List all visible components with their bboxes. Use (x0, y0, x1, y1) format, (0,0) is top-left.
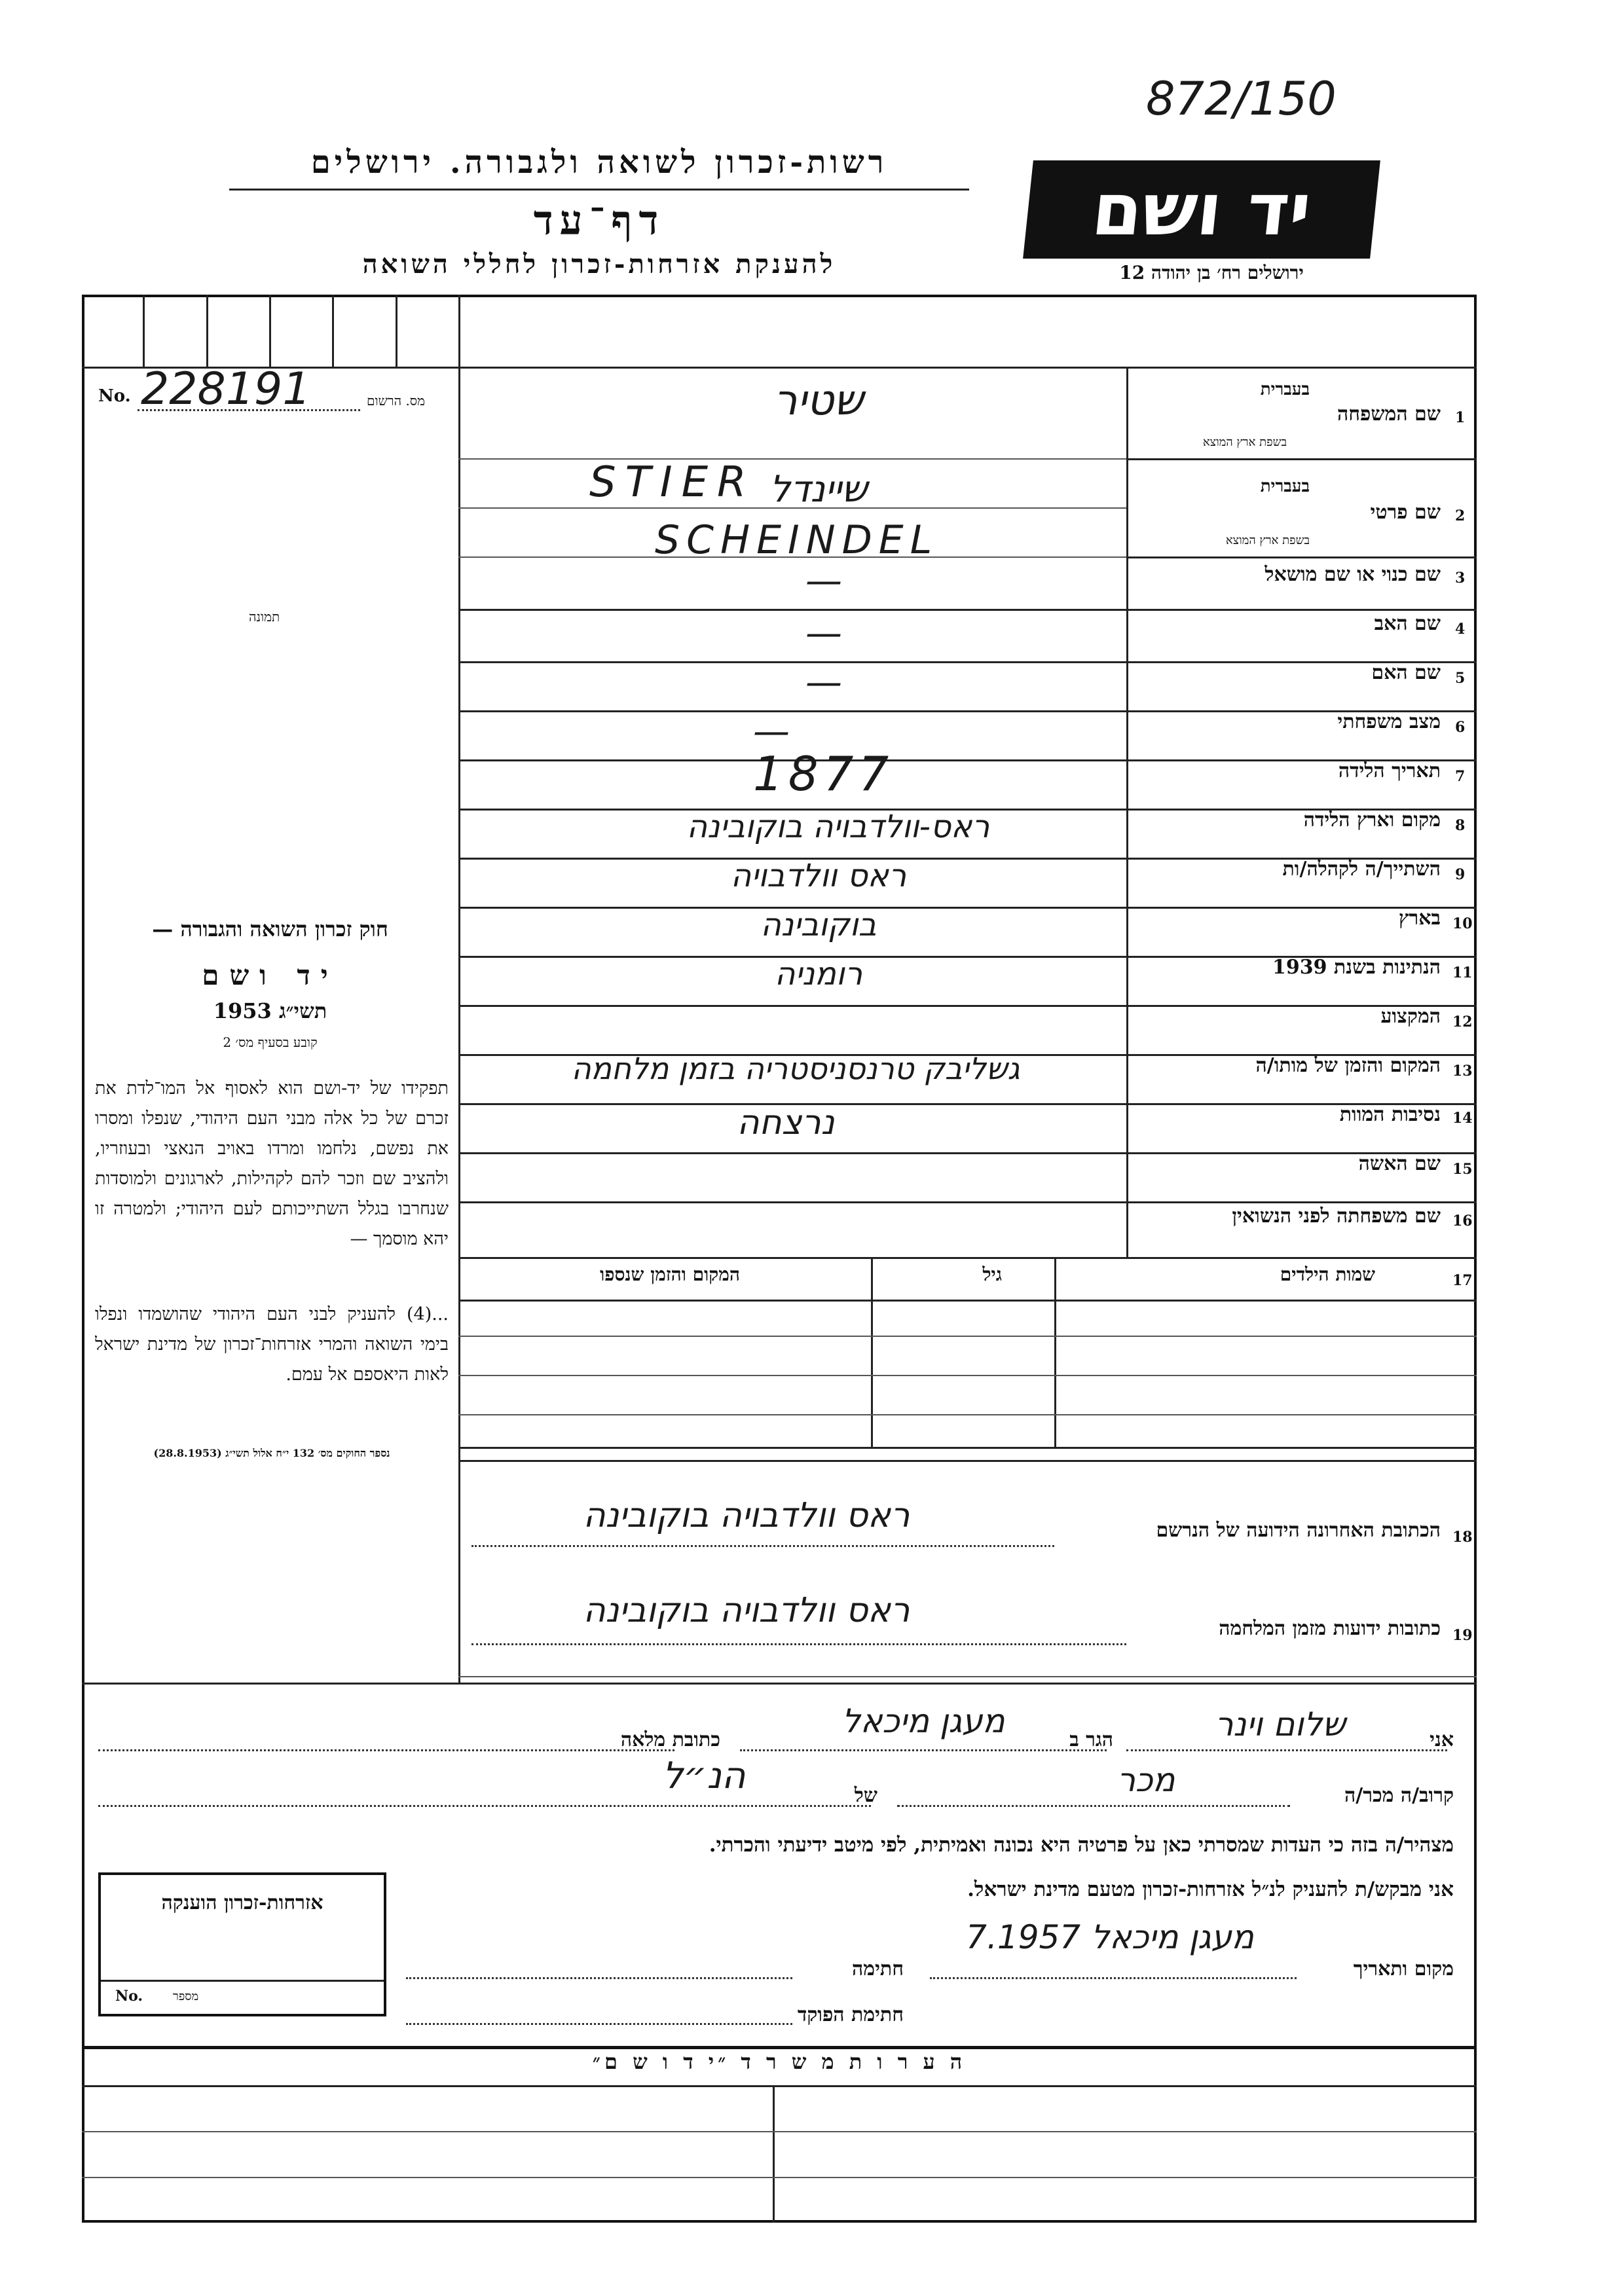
field-3-label: שם כנוי או שם מושאל (1264, 563, 1441, 586)
children-col-1 (1054, 1257, 1056, 1447)
field-18-number: 18 (1452, 1529, 1473, 1546)
field-11-label: הנתינות בשנת 1939 (1272, 956, 1441, 979)
row-line-3 (458, 609, 1477, 611)
row-line-13 (458, 1103, 1477, 1105)
row-line-15 (458, 1201, 1477, 1203)
row-line-5 (458, 710, 1477, 712)
field-13-value: גשליבק טרנסניסטריה בזמן מלחמה (571, 1051, 1020, 1086)
reg-no-value: 228191 (141, 363, 311, 415)
field-8-number: 8 (1455, 817, 1466, 834)
field-2-number: 2 (1455, 507, 1466, 524)
decl-statement-2: אני מבקש/ת להעניק לנ״ל אזרחות-זכרון מטעם מדינת ישראל. (967, 1878, 1454, 1901)
field-17-number: 17 (1452, 1272, 1473, 1289)
field-8-label: מקום וארץ הלידה (1303, 809, 1441, 831)
row-line-16 (458, 1257, 1477, 1259)
field-19-label: כתובות ידועות מזמן המלחמה (1219, 1617, 1441, 1640)
row-line-2 (1126, 556, 1477, 558)
field-1-value-hebrew: שטיר (773, 376, 864, 425)
decl-residence-dots (740, 1749, 1107, 1751)
law-text-1: תפקידו של יד-ושם הוא לאסוף אל המו־לדת את זכרם של כל אלה מבני העם היהודי, שנפלו ומסרו את נפשם, נלחמו ומרדו באויב הנאצי ובעוזריו, ולהציב שם וזכר להם לקהילות, לארגונים ולמוסדות שנחרבו בגלל השתייכותם לעם היהודי; ולמטרה זו יהא מוסמך — (95, 1078, 449, 1249)
field-6-value: — (753, 710, 790, 753)
field-11-value: רומניה (774, 956, 863, 993)
decl-place-date-label: מקום ותאריך (1353, 1958, 1454, 1980)
children-col-2 (871, 1257, 873, 1447)
field-15-label: שם האשה (1358, 1152, 1441, 1175)
field-10-number: 10 (1452, 915, 1473, 932)
field-10-label: בארץ (1398, 907, 1441, 930)
doc-title: דף־עד (533, 196, 665, 244)
field-4-number: 4 (1455, 621, 1466, 638)
field-2-sub-origin: בשפת ארץ המוצא (1225, 534, 1310, 547)
decl-of-dots (98, 1805, 871, 1807)
field-13-label: המקום והזמן של מותו/ה (1255, 1054, 1441, 1077)
field-1-value-origin: STIER (589, 458, 756, 507)
children-row-1 (458, 1336, 1477, 1337)
decl-place-date-dots (930, 1977, 1297, 1979)
children-header-place: המקום והזמן שנספו (600, 1264, 740, 1285)
row-line-1 (1126, 458, 1477, 460)
children-row-3 (458, 1414, 1477, 1415)
decl-i-label: אני (1430, 1728, 1454, 1751)
logo-address: ירושלים רח׳ בן יהודה 12 (1119, 262, 1304, 283)
field-1-number: 1 (1455, 409, 1466, 426)
field-2-value-hebrew: שיינדל (769, 468, 868, 511)
office-notes-row-1 (82, 2131, 1477, 2132)
decl-declarant: שלום וינר (1215, 1705, 1346, 1743)
yad-vashem-logo (1023, 160, 1380, 259)
reg-no-dots (138, 409, 360, 411)
field-2-value-origin: SCHEINDEL (655, 517, 939, 563)
field-5-number: 5 (1455, 670, 1466, 687)
field-1-sub-origin: בשפת ארץ המוצא (1202, 435, 1287, 449)
decl-place-date: מעגן מיכאל 7.1957 (966, 1918, 1254, 1956)
field-7-label: תאריך הלידה (1338, 759, 1441, 782)
field-11-number: 11 (1452, 964, 1473, 981)
field-18-value: ראס וולדבויה בוקובינה (583, 1496, 910, 1535)
decl-statement-1: מצהיר/ה בזה כי העדות שמסרתי כאן על פרטיה היא נכונה ואמיתית, לפי מיטב ידיעתי והכרתי. (709, 1833, 1454, 1857)
top-strip-line (458, 367, 1477, 369)
photo-label: תמונה (249, 609, 280, 625)
law-footnote: נספר החוקים מס׳ 132 י״ח אלול תשי״ג (28.8.1953) (153, 1447, 390, 1459)
field-9-value: ראס וולדבויה (730, 858, 907, 894)
children-header-names: שמות הילדים (1280, 1264, 1375, 1285)
reg-boxes (82, 295, 458, 367)
archive-number: 872/150 (1146, 72, 1337, 126)
field-12-number: 12 (1452, 1013, 1473, 1030)
decl-resides-label: הגר ב (1069, 1728, 1113, 1751)
decl-of-label: של (854, 1784, 877, 1807)
field-9-number: 9 (1455, 866, 1466, 883)
row-line-4 (458, 661, 1477, 663)
org-title-underline (229, 189, 969, 191)
label-column-divider (1126, 367, 1128, 1257)
decl-of-value: הנ״ל (662, 1755, 746, 1797)
reg-no-label: מס. הרשום (367, 393, 426, 409)
children-header-age: גיל (982, 1264, 1002, 1285)
law-name: יד ושם (202, 959, 339, 991)
decl-relation: מכר (1116, 1761, 1175, 1799)
field-14-number: 14 (1452, 1110, 1473, 1127)
field-4-label: שם האב (1374, 612, 1441, 635)
field-15-number: 15 (1452, 1161, 1473, 1178)
decl-name-dots (1126, 1749, 1447, 1751)
declaration-top-line (82, 1683, 1477, 1685)
field-7-value: 1877 (753, 746, 895, 801)
left-panel-divider (458, 295, 460, 1683)
field-2-label: שם פרטי (1370, 501, 1441, 524)
field-12-label: המקצוע (1380, 1005, 1441, 1028)
field-19-dots (471, 1643, 1126, 1645)
logo-text: יד ושם (1088, 168, 1316, 251)
children-row-2 (458, 1375, 1477, 1376)
office-notes-divider (773, 2085, 775, 2223)
decl-signature-label: חתימה (852, 1958, 904, 1980)
field-5-value: — (805, 661, 842, 704)
field-10-value: בוקובינה (760, 907, 877, 943)
field-3-value: — (805, 560, 842, 602)
subtitle: להענקת אזרחות-זכרון לחללי השואה (362, 249, 836, 280)
field-4-value: — (805, 612, 842, 655)
decl-officer-sig-label: חתימת הפוקד (797, 2003, 904, 2026)
decl-officer-sig-dots (406, 2023, 792, 2025)
law-heading: חוק זכרון השואה והגבורה — (152, 917, 388, 941)
decl-signature-dots (406, 1977, 792, 1979)
law-clause: קובע בסעיף מס׳ 2 (223, 1034, 318, 1050)
decl-relation-label: קרוב/ה מכר/ה (1344, 1784, 1454, 1807)
field-5-label: שם האם (1371, 661, 1441, 684)
law-year: תשי״ג 1953 (213, 998, 327, 1023)
row-line-11 (458, 1005, 1477, 1007)
field-13-number: 13 (1452, 1063, 1473, 1080)
children-table-bottom (458, 1447, 1477, 1449)
field-18-label: הכתובת האחרונה הידועה של הנרשם (1156, 1519, 1441, 1542)
field-1-sub-hebrew: בעברית (1260, 380, 1310, 399)
field-9-label: השתייך/ה לקהלה/ות (1282, 858, 1441, 881)
reg-no-prefix: No. (98, 386, 131, 406)
office-notes-title: ה ע ר ו ת מ ש ר ד ״י ד ו ש ם״ (592, 2049, 967, 2074)
grant-box-line (101, 1980, 384, 1982)
org-title: רשות-זכרון לשואה ולגבורה. ירושלים (310, 144, 888, 181)
field-1-label: שם המשפחה (1337, 403, 1441, 426)
children-head-line (458, 1300, 1477, 1302)
grant-box-title: אזרחות-זכרון הוענקה (161, 1891, 323, 1914)
office-notes-head-line (82, 2085, 1477, 2087)
field-14-value: נרצחה (737, 1103, 835, 1142)
field-6-number: 6 (1455, 719, 1466, 736)
grant-box (98, 1872, 386, 2016)
field-14-label: נסיבות המוות (1339, 1103, 1441, 1126)
field-16-number: 16 (1452, 1212, 1473, 1230)
field-16-label: שם משפחתה לפני הנשואין (1232, 1205, 1441, 1228)
field-6-label: מצב משפחתי (1337, 710, 1441, 733)
grant-box-number-label: מספר (173, 1990, 199, 2003)
row-line-6 (458, 759, 1477, 761)
field-19-value: ראס וולדבויה בוקובינה (583, 1591, 910, 1630)
decl-address-dots (98, 1749, 674, 1751)
law-text-2: ...(4) להעניק לבני העם היהודי שהושמדו ונפלו בימי השואה והמרי אזרחות־זכרון של מדינת ישראל לאות היאספם אל עמם. (95, 1304, 449, 1385)
row-line-14 (458, 1152, 1477, 1154)
decl-relation-dots (897, 1805, 1290, 1807)
value-line-1a (458, 458, 1126, 460)
field-7-number: 7 (1455, 768, 1466, 785)
field-19-number: 19 (1452, 1627, 1473, 1644)
office-notes-row-2 (82, 2177, 1477, 2178)
field-8-value: ראס-וולדבויה בוקובינה (686, 809, 990, 845)
field-18-dots (471, 1545, 1054, 1547)
addresses-line (458, 1676, 1477, 1677)
decl-address-label: כתובת מלאה (620, 1728, 720, 1751)
decl-residence: מעגן מיכאל (841, 1702, 1005, 1740)
grant-box-no: No. (115, 1988, 143, 2005)
field-3-number: 3 (1455, 570, 1466, 587)
children-table-bottom-2 (458, 1460, 1477, 1462)
field-2-sub-hebrew: בעברית (1260, 477, 1310, 496)
